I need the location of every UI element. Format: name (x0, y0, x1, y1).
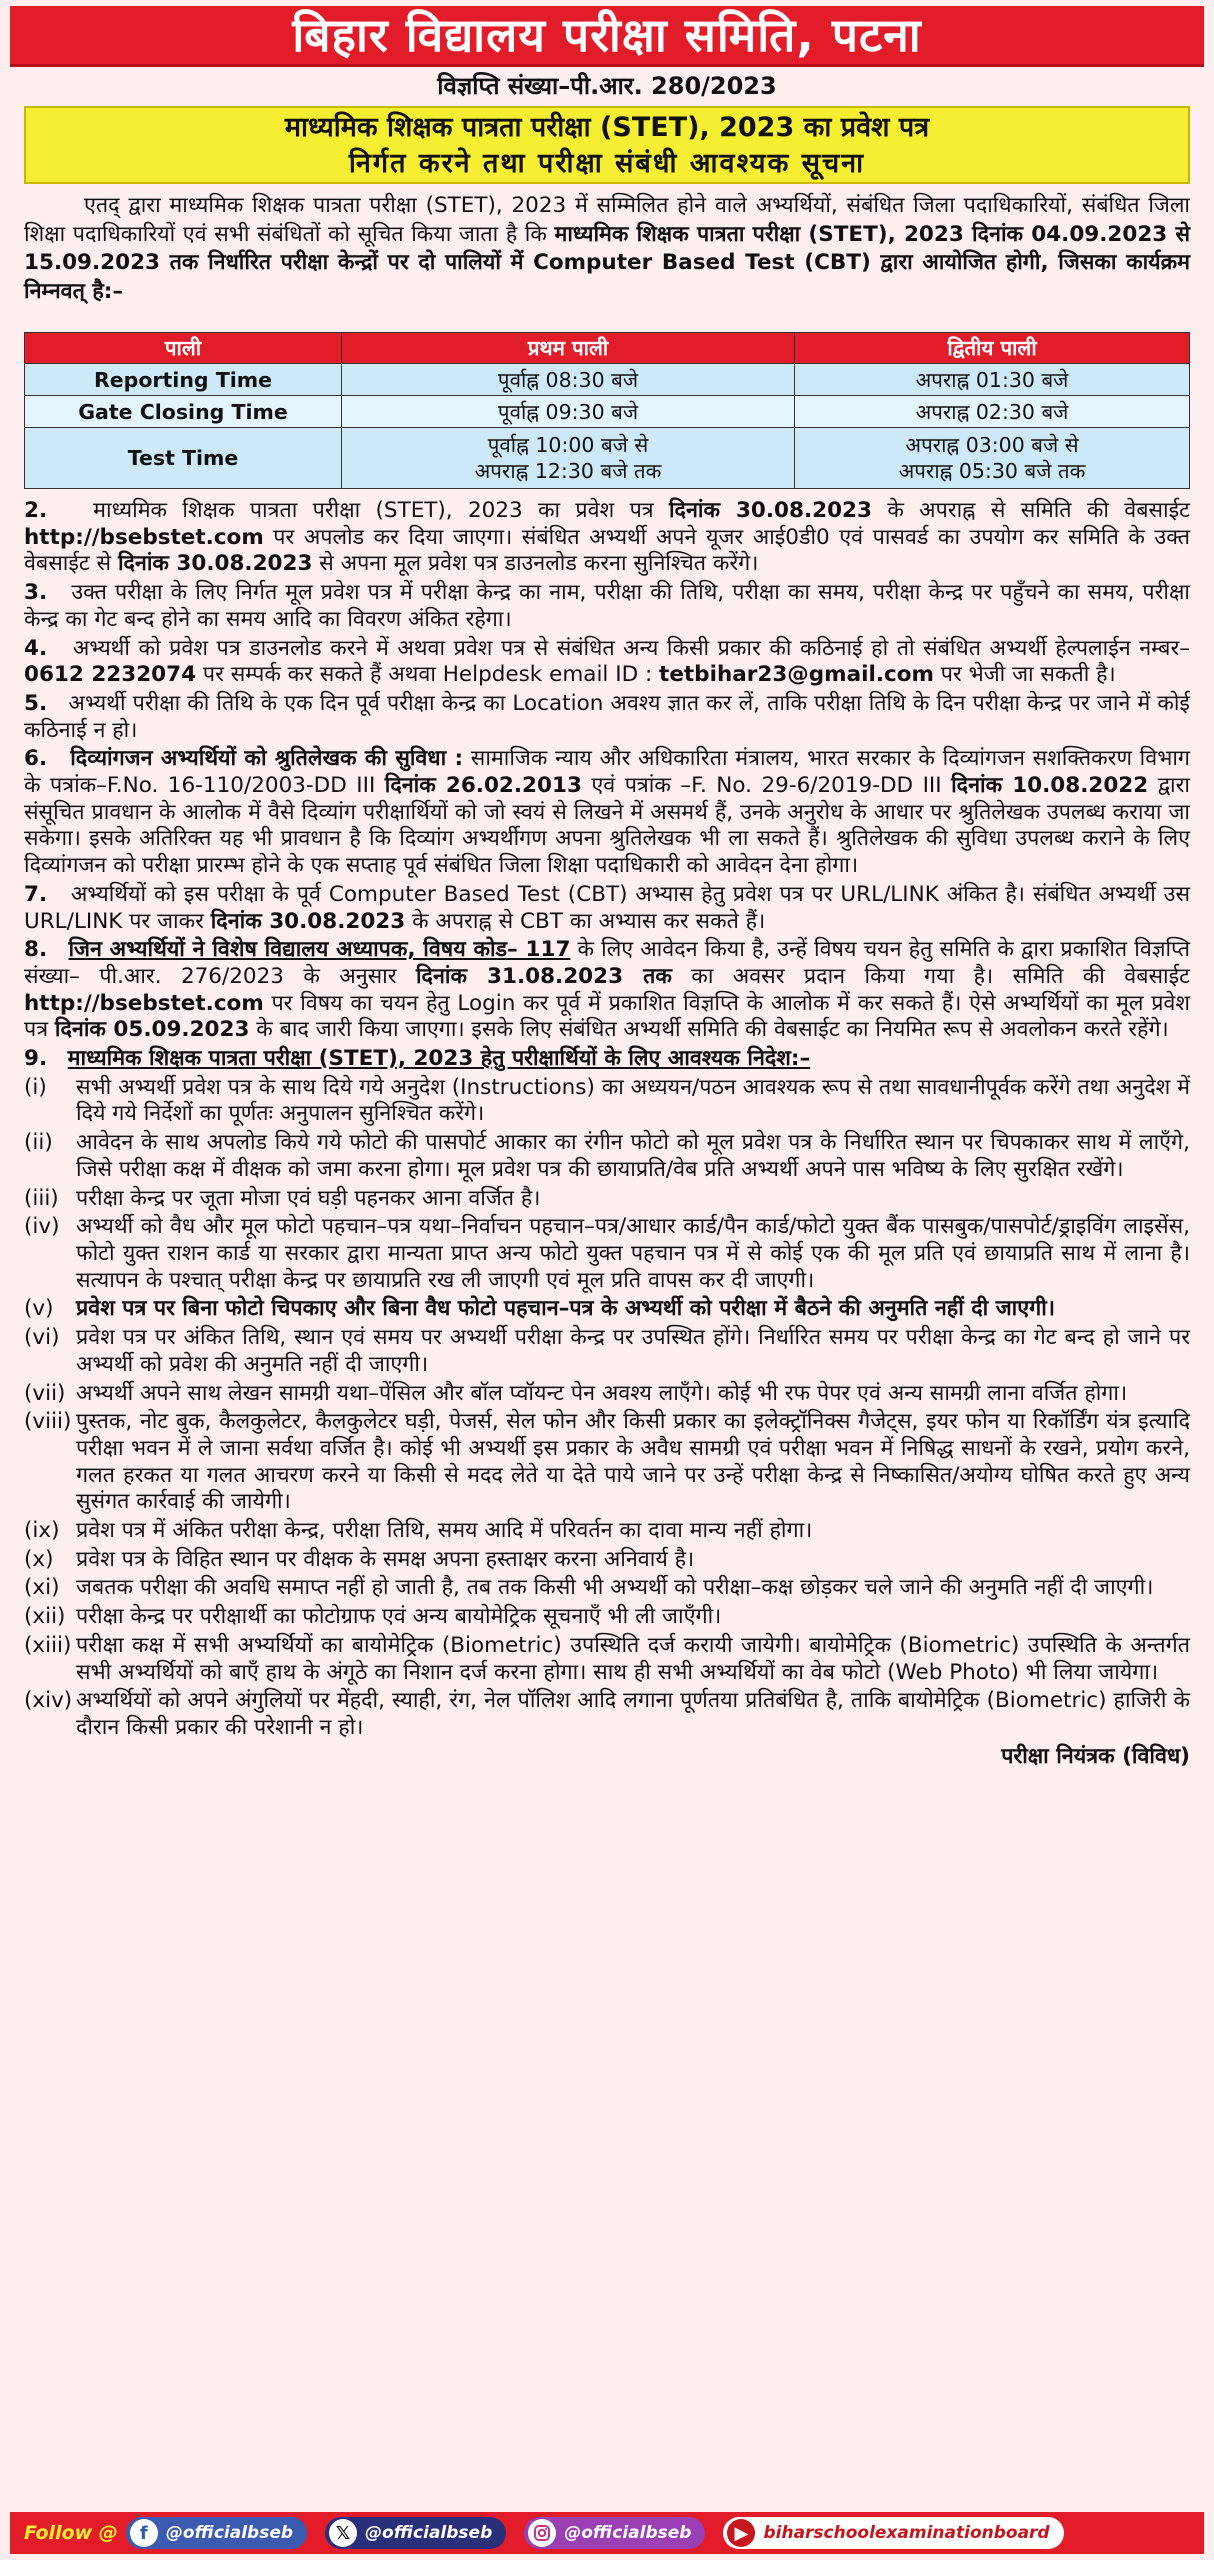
website-link[interactable]: http://bsebstet.com (24, 990, 264, 1016)
notice-frame (10, 6, 1204, 2554)
point-number: 6. (24, 746, 48, 772)
point-date: दिनांक 10.08.2022 (951, 773, 1149, 799)
point-text: अभ्यर्थी परीक्षा की तिथि के एक दिन पूर्व परीक्षा केन्द्र का Location अवश्य ज्ञात कर लें, ताकि परीक्षा तिथि के दिन परीक्षा केन्द्र पर जाने में कोई कठिनाई न हो। (24, 690, 1190, 743)
schedule-header-row (25, 333, 1190, 364)
notice-body (24, 498, 1190, 1770)
instagram-icon (528, 2519, 556, 2547)
helpline-number: 0612 2232074 (24, 662, 197, 688)
schedule-cell: अपराह्न 02:30 बजे (795, 396, 1190, 428)
point-number: 7. (24, 881, 48, 907)
instagram-handle[interactable] (524, 2517, 705, 2549)
schedule-header-second: द्वितीय पाली (795, 333, 1190, 364)
instruction-number: (xiii) (24, 1632, 72, 1658)
schedule-label: Reporting Time (25, 364, 342, 396)
point-number: 3. (24, 580, 48, 606)
intro-text-bold: माध्यमिक शिक्षक पात्रता परीक्षा (STET), 2023 दिनांक 04.09.2023 से 15.09.2023 तक निर्धारित परीक्षा केन्द्रों पर दो पालियों में Computer Based Test (CBT) (24, 221, 1191, 275)
youtube-icon: ▶ (727, 2519, 755, 2547)
point-text: पर अपलोड कर दिया जाएगा। संबंधित अभ्यर्थी अपने यूजर आई0डी0 एवं पासवर्ड का उपयोग कर समिति के उक्त वेबसाईट से (24, 524, 1190, 577)
instruction-item (24, 1575, 1190, 1602)
instruction-item (24, 1075, 1190, 1128)
instruction-text: पुस्तक, नोट बुक, कैलकुलेटर, कैलकुलेटर घड़ी, पेजर्स, सेल फोन और किसी प्रकार का इलेक्ट्रॉनिक्स गैजेट्स, इयर फोन या रिकॉर्डिंग यंत्र इत्यादि परीक्षा भवन में ले जाना सर्वथा वर्जित है। कोई भी अभ्यर्थी इस प्रकार के अवैध सामग्री एवं परीक्षा भवन में निषिद्ध साधनों के रखने, प्रयोग करने, गलत हरकत या गलत आचरण करने या किसी से मदद लेते या देते पाये जाने पर उन्हें परीक्षा केन्द्र से निष्कासित/अयोग्य घोषित करते हुए अन्य सुसंगत कार्रवाई की जायेगी। (76, 1409, 1190, 1515)
point-text: द्वारा संसूचित प्रावधान के आलोक में वैसे दिव्यांग परीक्षार्थियों को जो स्वयं से लिखने में असमर्थ हैं, उनके अनुरोध के आधार पर श्रुतिलेखक उपलब्ध कराया जा सकेगा। इसके अतिरिक्त यह भी प्रावधान है कि दिव्यांग अभ्यर्थीगण अपना श्रुतिलेखक भी ला सकते हैं। श्रुतिलेखक की सुविधा उपलब्ध कराने के लिए दिव्यांगजन को परीक्षा प्रारम्भ होने के एक सप्ताह पूर्व संबंधित जिला शिक्षा पदाधिकारी को आवेदन देना होगा। (24, 773, 1190, 879)
point-number: 8. (24, 937, 48, 963)
instruction-item (24, 1130, 1190, 1183)
instruction-text: परीक्षा केन्द्र पर परीक्षार्थी का फोटोग्राफ एवं अन्य बायोमेट्रिक सूचनाएँ भी ली जाएँगी। (76, 1604, 722, 1630)
x-handle-text: @officialbseb (365, 2523, 493, 2543)
schedule-header-first: प्रथम पाली (342, 333, 795, 364)
x-icon: 𝕏 (329, 2519, 357, 2547)
instruction-number: (iv) (24, 1214, 60, 1240)
instruction-item (24, 1381, 1190, 1408)
instruction-number: (i) (24, 1074, 47, 1100)
schedule-table (24, 332, 1190, 489)
point-6 (24, 746, 1190, 880)
schedule-row-test-time (25, 428, 1190, 489)
instruction-text: प्रवेश पत्र पर बिना फोटो चिपकाए और बिना वैध फोटो पहचान–पत्र के अभ्यर्थी को परीक्षा में बैठने की अनुमति नहीं दी जाएगी। (76, 1296, 1055, 1322)
schedule-cell: पूर्वाह्न 08:30 बजे (342, 364, 795, 396)
x-handle[interactable] (325, 2517, 506, 2549)
instruction-text: सभी अभ्यर्थी प्रवेश पत्र के साथ दिये गये अनुदेश (Instructions) का अध्ययन/पठन आवश्यक रूप से तथा सावधानीपूर्वक करेंगे तथा अनुदेश में दिये गये निर्देशों का पूर्णतः अनुपालन सुनिश्चित करेंगे। (76, 1074, 1190, 1127)
schedule-label: Test Time (25, 428, 342, 489)
intro-text-2: द्वारा आयोजित होगी, जिसका कार्यक्रम निम्नवत् है:– (24, 250, 1191, 304)
point-number: 2. (24, 498, 48, 523)
point-text: सामाजिक न्याय और अधिकारिता मंत्रालय, भारत सरकार के दिव्यांगजन सशक्तिकरण विभाग के पत्रांक–F.No. 16-110/2003-DD III (24, 746, 1190, 799)
point-date: दिनांक 31.08.2023 तक (415, 963, 672, 989)
instruction-number: (xiv) (24, 1688, 73, 1714)
instruction-number: (xii) (24, 1604, 66, 1630)
instruction-item (24, 1214, 1190, 1294)
instruction-item (24, 1518, 1190, 1545)
schedule-cell-line: अपराह्न 03:00 बजे से (905, 433, 1079, 457)
point-2 (24, 498, 1190, 578)
instruction-number: (viii) (24, 1409, 72, 1435)
notice-number: विज्ञप्ति संख्या–पी.आर. 280/2023 (437, 72, 777, 100)
schedule-row-reporting (25, 364, 1190, 396)
instructions-heading: माध्यमिक शिक्षक पात्रता परीक्षा (STET), 2023 हेतु परीक्षार्थियों के लिए आवश्यक निदेश:– (67, 1046, 811, 1072)
point-text: पर भेजी जा सकती है। (933, 662, 1116, 688)
point-text: अभ्यर्थियों को इस परीक्षा के पूर्व Computer Based Test (CBT) अभ्यास हेतु प्रवेश पत्र पर URL/LINK अंकित है। संबंधित अभ्यर्थी उस URL/LINK पर जाकर (24, 881, 1190, 934)
schedule-cell (795, 428, 1190, 489)
point-text: माध्यमिक शिक्षक पात्रता परीक्षा (STET), 2023 का प्रवेश पत्र (93, 498, 669, 523)
schedule-cell: अपराह्न 01:30 बजे (795, 364, 1190, 396)
schedule-row-gate-closing (25, 396, 1190, 428)
instruction-text: प्रवेश पत्र में अंकित परीक्षा केन्द्र, परीक्षा तिथि, समय आदि में परिवर्तन का दावा मान्य नहीं होगा। (76, 1518, 813, 1544)
subject-line-2: निर्गत करने तथा परीक्षा संबंधी आवश्यक सूचना (348, 148, 866, 179)
point-4 (24, 636, 1190, 689)
instruction-item (24, 1688, 1190, 1741)
instruction-item (24, 1325, 1190, 1378)
point-date: दिनांक 26.02.2013 (384, 773, 582, 799)
point-date: दिनांक 30.08.2023 (117, 551, 313, 577)
point-text: पर विषय का चयन हेतु Login कर पूर्व में प्रकाशित विज्ञप्ति के आलोक में कर सकते हैं। ऐसे अभ्यर्थियों का मूल प्रवेश पत्र (24, 990, 1190, 1043)
subject-box (24, 106, 1190, 184)
instruction-text: जबतक परीक्षा की अवधि समाप्त नहीं हो जाती है, तब तक किसी भी अभ्यर्थी को परीक्षा–कक्ष छोड़कर चले जाने की अनुमति नहीं दी जाएगी। (76, 1575, 1154, 1601)
instruction-text: अभ्यर्थियों को अपने अंगुलियों पर मेंहदी, स्याही, रंग, नेल पॉलिश आदि लगाना पूर्णतया प्रतिबंधित है, ताकि बायोमेट्रिक (Biometric) हाजिरी के दौरान किसी प्रकार की परेशानी न हो। (76, 1688, 1190, 1740)
point-8 (24, 937, 1190, 1044)
schedule-header-shift: पाली (25, 333, 342, 364)
instruction-item (24, 1547, 1190, 1574)
point-number: 9. (24, 1046, 48, 1072)
intro-paragraph (24, 192, 1190, 306)
facebook-icon: f (130, 2519, 158, 2547)
youtube-handle-text: biharschoolexaminationboard (763, 2523, 1050, 2543)
instruction-text: प्रवेश पत्र पर अंकित तिथि, स्थान एवं समय पर अभ्यर्थी परीक्षा केन्द्र पर उपस्थित होंगे। निर्धारित समय पर परीक्षा केन्द्र का गेट बन्द हो जाने पर अभ्यर्थी को प्रवेश की अनुमति नहीं दी जाएगी। (76, 1325, 1190, 1377)
schedule-cell: पूर्वाह्न 09:30 बजे (342, 396, 795, 428)
instruction-item (24, 1296, 1190, 1323)
instruction-number: (xi) (24, 1575, 60, 1601)
point-5 (24, 691, 1190, 744)
instruction-number: (x) (24, 1546, 54, 1572)
schedule-cell-line: अपराह्न 05:30 बजे तक (898, 459, 1086, 483)
point-3 (24, 580, 1190, 633)
instruction-number: (iii) (24, 1185, 59, 1211)
point-text: के बाद जारी किया जाएगा। इसके लिए संबंधित अभ्यर्थी समिति की वेबसाईट का नियमित रूप से अवलोकन करते रहेंगे। (249, 1017, 1169, 1043)
social-footer (10, 2512, 1204, 2554)
instruction-item (24, 1186, 1190, 1213)
schedule-cell-line: पूर्वाह्न 10:00 बजे से (487, 433, 649, 457)
website-link[interactable]: http://bsebstet.com (24, 524, 264, 550)
helpdesk-email-link[interactable]: tetbihar23@gmail.com (659, 662, 934, 688)
point-number: 5. (24, 690, 48, 716)
youtube-handle[interactable] (723, 2517, 1063, 2549)
instruction-number: (ii) (24, 1130, 53, 1156)
instruction-number: (v) (24, 1296, 54, 1322)
point-date: दिनांक 30.08.2023 (668, 498, 872, 523)
instruction-text: आवेदन के साथ अपलोड किये गये फोटो की पासपोर्ट आकार का रंगीन फोटो को मूल प्रवेश पत्र के निर्धारित स्थान पर चिपकाकर साथ में लाएँगे, जिसे परीक्षा कक्ष में वीक्षक को जमा करना होगा। मूल प्रवेश पत्र की छायाप्रति/वेब प्रति अभ्यर्थी अपने पास भविष्य के लिए सुरक्षित रखेंगे। (76, 1130, 1190, 1182)
point-text: के अपराह्न से CBT का अभ्यास कर सकते हैं। (405, 908, 766, 934)
instruction-number: (vii) (24, 1380, 66, 1406)
point-heading: जिन अभ्यर्थियों ने विशेष विद्यालय अध्यापक, विषय कोड– 117 (68, 937, 571, 963)
instruction-number: (vi) (24, 1325, 60, 1351)
point-date: दिनांक 05.09.2023 (54, 1017, 250, 1043)
instagram-handle-text: @officialbseb (564, 2523, 692, 2543)
subject-line-1: माध्यमिक शिक्षक पात्रता परीक्षा (STET), 2023 का प्रवेश पत्र (284, 112, 930, 143)
schedule-label: Gate Closing Time (25, 396, 342, 428)
point-7 (24, 882, 1190, 935)
facebook-handle[interactable] (126, 2517, 307, 2549)
instruction-text: अभ्यर्थी अपने साथ लेखन सामग्री यथा–पेंसिल और बॉल प्वॉयन्ट पेन अवश्य लाएँगे। कोई भी रफ पेपर एवं अन्य सामग्री लाना वर्जित होगा। (76, 1380, 1128, 1406)
schedule-cell (342, 428, 795, 489)
schedule-cell-line: अपराह्न 12:30 बजे तक (474, 459, 662, 483)
point-text: के लिए आवेदन किया है, उन्हें विषय चयन हेतु समिति के द्वारा प्रकाशित विज्ञप्ति संख्या– पी.आर. 276/2023 के अनुसार (24, 937, 1190, 989)
signature: परीक्षा नियंत्रक (विविध) (1001, 1743, 1190, 1769)
instruction-text: प्रवेश पत्र के विहित स्थान पर वीक्षक के समक्ष अपना हस्ताक्षर करना अनिवार्य है। (76, 1546, 695, 1572)
point-text: अभ्यर्थी को प्रवेश पत्र डाउनलोड करने में अथवा प्रवेश पत्र से संबंधित अन्य किसी प्रकार की कठिनाई हो तो संबंधित अभ्यर्थी हेल्पलाईन नम्बर– (72, 635, 1190, 661)
point-text: पर सम्पर्क कर सकते हैं अथवा Helpdesk email ID : (196, 662, 660, 688)
instruction-item (24, 1604, 1190, 1631)
point-number: 4. (24, 635, 48, 661)
instruction-text: परीक्षा कक्ष में सभी अभ्यर्थियों का बायोमेट्रिक (Biometric) उपस्थिति दर्ज करायी जायेगी। बायोमेट्रिक (Biometric) उपस्थिति के अन्तर्गत सभी अभ्यर्थियों को बाएँ हाथ के अंगूठे का निशान दर्ज करना होगा। साथ ही सभी अभ्यर्थियों का वेब फोटो (Web Photo) भी लिया जायेगा। (76, 1632, 1190, 1685)
point-text: उक्त परीक्षा के लिए निर्गत मूल प्रवेश पत्र में परीक्षा केन्द्र का नाम, परीक्षा की तिथि, परीक्षा का समय, परीक्षा केन्द्र पर पहुँचने का समय, परीक्षा केन्द्र का गेट बन्द होने का समय आदि का विवरण अंकित रहेगा। (24, 580, 1190, 632)
intro-text-1: एतद् द्वारा माध्यमिक शिक्षक पात्रता परीक्षा (STET), 2023 में सम्मिलित होने वाले अभ्यर्थियों, संबंधित जिला पदाधिकारियों, संबंधित जिला शिक्षा पदाधिकारियों एवं सभी संबंधितों को सूचित किया जाता है कि (24, 193, 1190, 247)
point-text: के अपराह्न से समिति की वेबसाईट (871, 498, 1190, 523)
instruction-text: अभ्यर्थी को वैध और मूल फोटो पहचान–पत्र यथा–निर्वाचन पहचान–पत्र/आधार कार्ड/पैन कार्ड/फोटो युक्त बैंक पासबुक/पासपोर्ट/ड्राइविंग लाइसेंस, फोटो युक्त राशन कार्ड या सरकार द्वारा मान्यता प्राप्त अन्य फोटो युक्त पहचान पत्र में से कोई एक की मूल प्रति एवं छायाप्रति साथ में लाना है। सत्यापन के पश्चात् परीक्षा केन्द्र पर छायाप्रति रख ली जाएगी एवं मूल प्रति वापस कर दी जाएगी। (76, 1214, 1190, 1293)
point-date: दिनांक 30.08.2023 (210, 908, 406, 934)
point-text: से अपना मूल प्रवेश पत्र डाउनलोड करना सुनिश्चित करेंगे। (312, 551, 759, 577)
point-text: का अवसर प्रदान किया गया है। समिति की वेबसाईट (671, 963, 1190, 989)
point-text: एवं पत्रांक –F. No. 29-6/2019-DD III (581, 773, 952, 799)
facebook-handle-text: @officialbseb (165, 2523, 294, 2543)
instruction-item (24, 1633, 1190, 1686)
instruction-number: (ix) (24, 1518, 60, 1544)
follow-label: Follow @ (24, 2522, 118, 2544)
instructions-list (24, 1075, 1190, 1742)
instruction-text: परीक्षा केन्द्र पर जूता मोजा एवं घड़ी पहनकर आना वर्जित है। (76, 1185, 541, 1211)
point-heading: दिव्यांगजन अभ्यर्थियों को श्रुतिलेखक की सुविधा : (70, 746, 464, 772)
instruction-item (24, 1409, 1190, 1516)
board-title: बिहार विद्यालय परीक्षा समिति, पटना (10, 6, 1204, 67)
point-9 (24, 1046, 1190, 1073)
